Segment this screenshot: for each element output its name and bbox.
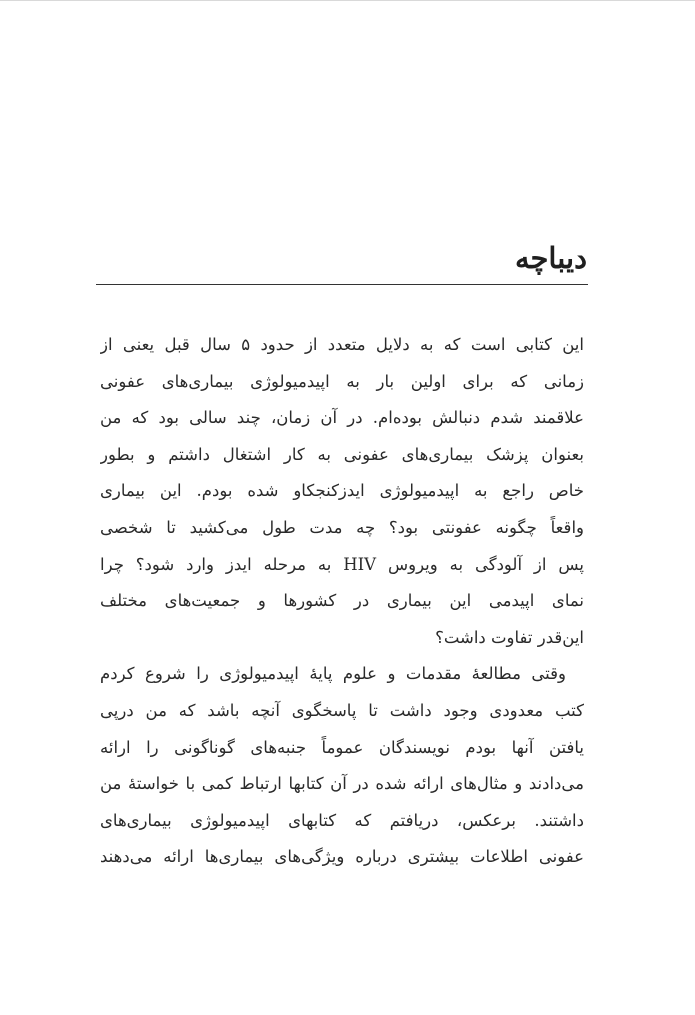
text-line: داشتند. برعکس، دریافتم که کتابهای اپیدمیولوژی بیماری‌های: [100, 810, 584, 830]
text-line: وقتی مطالعهٔ مقدمات و علوم پایهٔ اپیدمیولوژی را شروع کردم: [100, 664, 566, 684]
text-line: عفونی اطلاعات بیشتری درباره ویژگی‌های بیماری‌ها ارائه می‌دهند: [100, 847, 584, 867]
page-top-edge: [0, 0, 695, 1]
text-line: علاقمند شدم دنبالش بوده‌ام. در آن زمان، چند سالی بود که من: [100, 408, 584, 428]
chapter-heading: دیباچه: [514, 241, 587, 275]
text-line: بعنوان پزشک بیماری‌های عفونی به کار اشتغال داشتم و بطور: [100, 444, 584, 464]
heading-underline: [96, 284, 588, 285]
text-line: خاص راجع به اپیدمیولوژی ایدزکنجکاو شده بودم. این بیماری: [100, 481, 584, 501]
paragraph-1: [100, 327, 584, 656]
text-line: پس از آلودگی به ویروس HIV به مرحله ایدز وارد شود؟ چرا: [100, 554, 584, 574]
body-text: [100, 327, 584, 876]
text-line: یافتن آنها بودم نویسندگان عموماً جنبه‌های گوناگونی را ارائه: [100, 737, 584, 757]
text-line: واقعاً چگونه عفونتی بود؟ چه مدت طول می‌کشید تا شخصی: [100, 517, 584, 537]
text-line: نمای اپیدمی این بیماری در کشورها و جمعیت‌های مختلف: [100, 591, 584, 611]
text-line: می‌دادند و مثال‌های ارائه شده در آن کتابها ارتباط کمی با خواستهٔ من: [100, 774, 584, 794]
text-line: این کتابی است که به دلایل متعدد از حدود ۵ سال قبل یعنی از: [100, 335, 584, 354]
text-line: این‌قدر تفاوت داشت؟: [435, 627, 584, 647]
text-line: زمانی که برای اولین بار به اپیدمیولوژی بیماری‌های عفونی: [100, 371, 584, 391]
text-line: کتب معدودی وجود داشت تا پاسخگوی آنچه باشد که من درپی: [100, 700, 584, 720]
paragraph-2: [100, 656, 584, 876]
